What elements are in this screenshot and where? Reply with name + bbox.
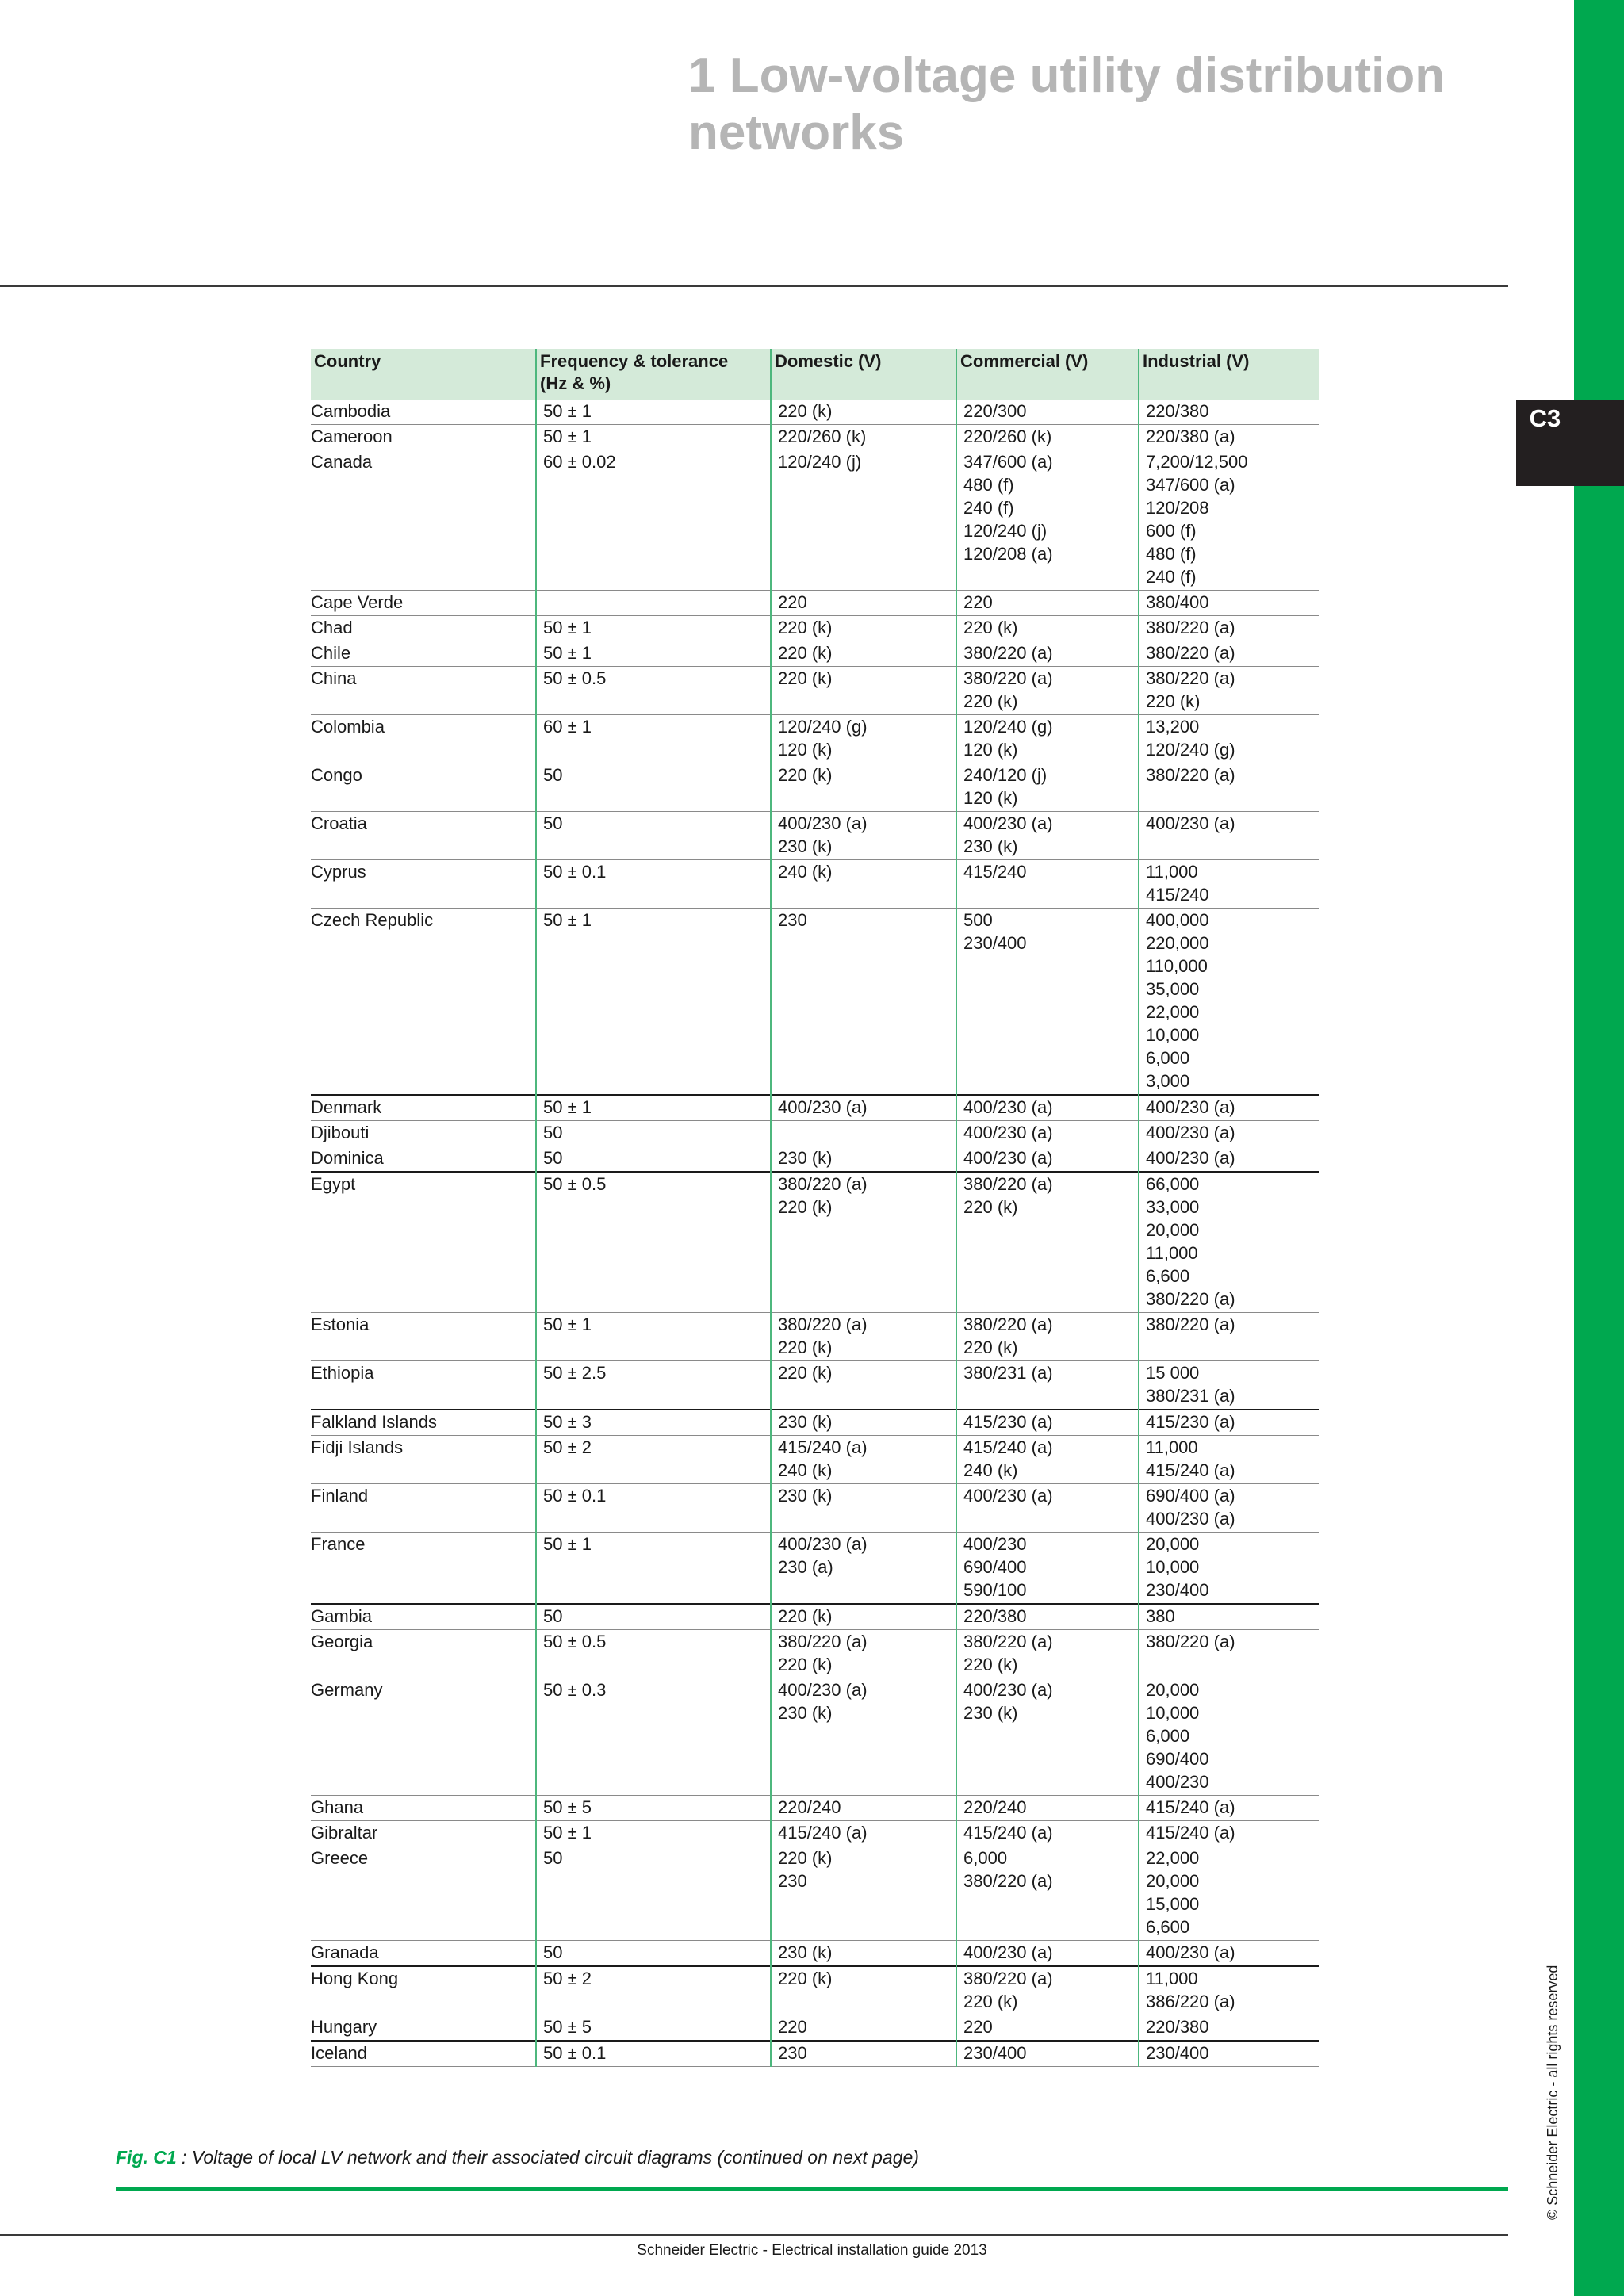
table-row xyxy=(311,812,1320,860)
cell-commercial: 400/230 (a) xyxy=(956,1095,1139,1121)
cell-commercial: 220 xyxy=(956,2015,1139,2042)
table-row xyxy=(311,1796,1320,1821)
cell-domestic: 230 xyxy=(771,909,956,1096)
cell-country: Egypt xyxy=(311,1172,536,1313)
cell-domestic: 120/240 (j) xyxy=(771,450,956,591)
chapter-tab-label: C3 xyxy=(1529,404,1561,432)
cell-frequency: 50 xyxy=(536,763,771,812)
cell-commercial: 220 xyxy=(956,591,1139,616)
cell-frequency: 60 ± 0.02 xyxy=(536,450,771,591)
cell-domestic: 120/240 (g) 120 (k) xyxy=(771,715,956,763)
cell-country: Chile xyxy=(311,641,536,667)
cell-commercial: 220/300 xyxy=(956,400,1139,425)
cell-frequency: 50 ± 2.5 xyxy=(536,1361,771,1410)
table-row xyxy=(311,1678,1320,1796)
cell-frequency xyxy=(536,591,771,616)
cell-frequency: 50 xyxy=(536,1121,771,1146)
cell-country: Denmark xyxy=(311,1095,536,1121)
copyright-notice: © Schneider Electric - all rights reserved xyxy=(1545,1965,1561,2220)
cell-country: Falkland Islands xyxy=(311,1410,536,1436)
cell-commercial: 220/240 xyxy=(956,1796,1139,1821)
cell-domestic: 400/230 (a) 230 (k) xyxy=(771,1678,956,1796)
cell-frequency: 50 ± 0.1 xyxy=(536,1484,771,1533)
cell-frequency: 50 ± 1 xyxy=(536,1095,771,1121)
cell-commercial: 380/220 (a) 220 (k) xyxy=(956,1966,1139,2015)
cell-industrial: 20,000 10,000 6,000 690/400 400/230 xyxy=(1139,1678,1320,1796)
side-green-bar xyxy=(1574,0,1624,2296)
table-row xyxy=(311,1095,1320,1121)
cell-country: Hong Kong xyxy=(311,1966,536,2015)
table-row xyxy=(311,1121,1320,1146)
cell-commercial: 380/231 (a) xyxy=(956,1361,1139,1410)
cell-frequency: 50 ± 0.5 xyxy=(536,1172,771,1313)
cell-industrial: 220/380 xyxy=(1139,400,1320,425)
cell-country: Estonia xyxy=(311,1313,536,1361)
cell-country: Djibouti xyxy=(311,1121,536,1146)
header-divider xyxy=(0,285,1508,287)
cell-industrial: 380/220 (a) xyxy=(1139,1313,1320,1361)
cell-commercial: 400/230 (a) xyxy=(956,1121,1139,1146)
cell-industrial: 380/220 (a) 220 (k) xyxy=(1139,667,1320,715)
cell-commercial: 380/220 (a) 220 (k) xyxy=(956,1172,1139,1313)
cell-commercial: 220/260 (k) xyxy=(956,425,1139,450)
table-row xyxy=(311,450,1320,591)
table-row xyxy=(311,1313,1320,1361)
cell-domestic: 220 xyxy=(771,591,956,616)
cell-country: Congo xyxy=(311,763,536,812)
cell-domestic: 220 (k) xyxy=(771,1966,956,2015)
chapter-tab xyxy=(1516,400,1624,486)
cell-commercial: 400/230 690/400 590/100 xyxy=(956,1533,1139,1605)
cell-domestic: 220 (k) xyxy=(771,400,956,425)
cell-country: Colombia xyxy=(311,715,536,763)
table-row xyxy=(311,1533,1320,1605)
cell-frequency: 50 ± 1 xyxy=(536,425,771,450)
cell-domestic: 230 (k) xyxy=(771,1484,956,1533)
cell-frequency: 50 xyxy=(536,1846,771,1941)
cell-frequency: 50 ± 0.1 xyxy=(536,860,771,909)
cell-commercial: 400/230 (a) xyxy=(956,1941,1139,1967)
cell-industrial: 415/230 (a) xyxy=(1139,1410,1320,1436)
page-footer: Schneider Electric - Electrical installation guide 2013 xyxy=(637,2242,987,2259)
cell-domestic: 230 (k) xyxy=(771,1941,956,1967)
cell-commercial: 500 230/400 xyxy=(956,909,1139,1096)
cell-country: Dominica xyxy=(311,1146,536,1173)
table-row xyxy=(311,715,1320,763)
cell-country: Hungary xyxy=(311,2015,536,2042)
footer-divider xyxy=(0,2234,1508,2236)
cell-industrial: 400/230 (a) xyxy=(1139,1095,1320,1121)
cell-country: Gambia xyxy=(311,1604,536,1630)
cell-frequency: 50 ± 5 xyxy=(536,2015,771,2042)
cell-domestic: 400/230 (a) 230 (k) xyxy=(771,812,956,860)
cell-country: Granada xyxy=(311,1941,536,1967)
cell-commercial: 380/220 (a) xyxy=(956,641,1139,667)
cell-frequency: 50 ± 1 xyxy=(536,616,771,641)
cell-commercial: 415/240 (a) xyxy=(956,1821,1139,1846)
cell-industrial: 13,200 120/240 (g) xyxy=(1139,715,1320,763)
cell-industrial: 400/230 (a) xyxy=(1139,1121,1320,1146)
figure-label: Fig. C1 xyxy=(116,2147,177,2168)
cell-country: Ethiopia xyxy=(311,1361,536,1410)
cell-industrial: 11,000 415/240 xyxy=(1139,860,1320,909)
cell-commercial: 230/400 xyxy=(956,2041,1139,2067)
cell-domestic: 240 (k) xyxy=(771,860,956,909)
cell-commercial: 380/220 (a) 220 (k) xyxy=(956,667,1139,715)
cell-country: Cameroon xyxy=(311,425,536,450)
cell-domestic: 220 (k) xyxy=(771,1604,956,1630)
cell-frequency: 50 ± 0.1 xyxy=(536,2041,771,2067)
col-header-country: Country xyxy=(311,349,536,400)
cell-frequency: 50 xyxy=(536,812,771,860)
table-row xyxy=(311,1436,1320,1484)
cell-frequency: 50 ± 0.3 xyxy=(536,1678,771,1796)
cell-commercial: 120/240 (g) 120 (k) xyxy=(956,715,1139,763)
cell-industrial: 11,000 415/240 (a) xyxy=(1139,1436,1320,1484)
cell-industrial: 400/230 (a) xyxy=(1139,1146,1320,1173)
cell-domestic: 220/240 xyxy=(771,1796,956,1821)
cell-frequency: 50 ± 2 xyxy=(536,1966,771,2015)
table-row xyxy=(311,1846,1320,1941)
cell-domestic: 220 (k) xyxy=(771,616,956,641)
col-header-industrial: Industrial (V) xyxy=(1139,349,1320,400)
cell-industrial: 380/220 (a) xyxy=(1139,763,1320,812)
cell-frequency: 50 ± 5 xyxy=(536,1796,771,1821)
table-row xyxy=(311,400,1320,425)
cell-domestic: 415/240 (a) 240 (k) xyxy=(771,1436,956,1484)
cell-frequency: 50 ± 1 xyxy=(536,641,771,667)
caption-divider xyxy=(116,2187,1508,2191)
cell-country: Ghana xyxy=(311,1796,536,1821)
cell-commercial: 380/220 (a) 220 (k) xyxy=(956,1313,1139,1361)
cell-commercial: 415/240 xyxy=(956,860,1139,909)
cell-domestic: 220 (k) xyxy=(771,1361,956,1410)
table-row xyxy=(311,425,1320,450)
col-header-domestic: Domestic (V) xyxy=(771,349,956,400)
cell-domestic: 220 (k) xyxy=(771,641,956,667)
table-row xyxy=(311,616,1320,641)
table-row xyxy=(311,1146,1320,1173)
cell-country: China xyxy=(311,667,536,715)
table-row xyxy=(311,1941,1320,1967)
cell-domestic xyxy=(771,1121,956,1146)
cell-country: Iceland xyxy=(311,2041,536,2067)
table-row xyxy=(311,1821,1320,1846)
table-row xyxy=(311,1484,1320,1533)
cell-frequency: 50 ± 0.5 xyxy=(536,667,771,715)
cell-domestic: 230 xyxy=(771,2041,956,2067)
cell-frequency: 50 ± 2 xyxy=(536,1436,771,1484)
cell-country: Fidji Islands xyxy=(311,1436,536,1484)
voltage-table xyxy=(311,349,1320,2067)
table-row xyxy=(311,2015,1320,2042)
cell-industrial: 15 000 380/231 (a) xyxy=(1139,1361,1320,1410)
cell-country: Georgia xyxy=(311,1630,536,1678)
table-header-row xyxy=(311,349,1320,400)
cell-industrial: 380/220 (a) xyxy=(1139,616,1320,641)
table-row xyxy=(311,2041,1320,2067)
cell-country: France xyxy=(311,1533,536,1605)
table-row xyxy=(311,860,1320,909)
table-row xyxy=(311,667,1320,715)
cell-industrial: 230/400 xyxy=(1139,2041,1320,2067)
cell-frequency: 60 ± 1 xyxy=(536,715,771,763)
cell-domestic: 220 (k) xyxy=(771,667,956,715)
cell-industrial: 22,000 20,000 15,000 6,600 xyxy=(1139,1846,1320,1941)
figure-caption xyxy=(116,2147,919,2168)
table-row xyxy=(311,909,1320,1096)
cell-frequency: 50 xyxy=(536,1604,771,1630)
cell-commercial: 347/600 (a) 480 (f) 240 (f) 120/240 (j) 120/208 (a) xyxy=(956,450,1139,591)
cell-country: Germany xyxy=(311,1678,536,1796)
cell-commercial: 240/120 (j) 120 (k) xyxy=(956,763,1139,812)
cell-domestic: 220 (k) xyxy=(771,763,956,812)
cell-domestic: 230 (k) xyxy=(771,1146,956,1173)
table-row xyxy=(311,1630,1320,1678)
cell-domestic: 230 (k) xyxy=(771,1410,956,1436)
cell-frequency: 50 ± 1 xyxy=(536,909,771,1096)
cell-industrial: 11,000 386/220 (a) xyxy=(1139,1966,1320,2015)
cell-domestic: 415/240 (a) xyxy=(771,1821,956,1846)
table-row xyxy=(311,591,1320,616)
cell-country: Cambodia xyxy=(311,401,391,421)
cell-industrial: 400/230 (a) xyxy=(1139,812,1320,860)
cell-commercial: 6,000 380/220 (a) xyxy=(956,1846,1139,1941)
cell-country: Cape Verde xyxy=(311,591,536,616)
cell-commercial: 400/230 (a) 230 (k) xyxy=(956,812,1139,860)
cell-industrial: 415/240 (a) xyxy=(1139,1821,1320,1846)
cell-commercial: 400/230 (a) xyxy=(956,1146,1139,1173)
cell-country: Chad xyxy=(311,616,536,641)
cell-domestic: 220/260 (k) xyxy=(771,425,956,450)
cell-industrial: 380/220 (a) xyxy=(1139,641,1320,667)
table-row xyxy=(311,1172,1320,1313)
cell-industrial: 220/380 (a) xyxy=(1139,425,1320,450)
cell-country: Canada xyxy=(311,450,536,591)
cell-frequency: 50 ± 1 xyxy=(536,1533,771,1605)
cell-frequency: 50 ± 1 xyxy=(536,400,771,425)
cell-domestic: 220 xyxy=(771,2015,956,2042)
page-title: 1 Low-voltage utility distribution networks xyxy=(688,48,1446,160)
table-row xyxy=(311,1966,1320,2015)
cell-industrial: 415/240 (a) xyxy=(1139,1796,1320,1821)
table-row xyxy=(311,763,1320,812)
col-header-commercial: Commercial (V) xyxy=(956,349,1139,400)
cell-country: Finland xyxy=(311,1484,536,1533)
table-row xyxy=(311,1361,1320,1410)
cell-domestic: 380/220 (a) 220 (k) xyxy=(771,1630,956,1678)
table-row xyxy=(311,1410,1320,1436)
cell-country: Greece xyxy=(311,1846,536,1941)
cell-industrial: 66,000 33,000 20,000 11,000 6,600 380/220 (a) xyxy=(1139,1172,1320,1313)
cell-commercial: 380/220 (a) 220 (k) xyxy=(956,1630,1139,1678)
cell-frequency: 50 ± 0.5 xyxy=(536,1630,771,1678)
cell-country: Cyprus xyxy=(311,860,536,909)
cell-frequency: 50 ± 1 xyxy=(536,1313,771,1361)
figure-caption-text: : Voltage of local LV network and their associated circuit diagrams (continued on next page) xyxy=(176,2147,919,2168)
cell-commercial: 400/230 (a) xyxy=(956,1484,1139,1533)
cell-commercial: 415/240 (a) 240 (k) xyxy=(956,1436,1139,1484)
cell-commercial: 400/230 (a) 230 (k) xyxy=(956,1678,1139,1796)
cell-frequency: 50 ± 1 xyxy=(536,1821,771,1846)
cell-industrial: 220/380 xyxy=(1139,2015,1320,2042)
cell-commercial: 220/380 xyxy=(956,1604,1139,1630)
cell-industrial: 690/400 (a) 400/230 (a) xyxy=(1139,1484,1320,1533)
table-row xyxy=(311,1604,1320,1630)
cell-domestic: 380/220 (a) 220 (k) xyxy=(771,1313,956,1361)
cell-frequency: 50 xyxy=(536,1146,771,1173)
cell-domestic: 400/230 (a) 230 (a) xyxy=(771,1533,956,1605)
cell-country: Croatia xyxy=(311,812,536,860)
col-header-frequency: Frequency & tolerance (Hz & %) xyxy=(536,349,771,400)
cell-commercial: 220 (k) xyxy=(956,616,1139,641)
cell-frequency: 50 ± 3 xyxy=(536,1410,771,1436)
cell-commercial: 415/230 (a) xyxy=(956,1410,1139,1436)
cell-industrial: 380/220 (a) xyxy=(1139,1630,1320,1678)
cell-industrial: 380 xyxy=(1139,1604,1320,1630)
cell-domestic: 220 (k) 230 xyxy=(771,1846,956,1941)
cell-country: Gibraltar xyxy=(311,1821,536,1846)
cell-domestic: 400/230 (a) xyxy=(771,1095,956,1121)
cell-industrial: 20,000 10,000 230/400 xyxy=(1139,1533,1320,1605)
cell-country: Czech Republic xyxy=(311,909,536,1096)
cell-industrial: 400/230 (a) xyxy=(1139,1941,1320,1967)
cell-frequency: 50 xyxy=(536,1941,771,1967)
table-row xyxy=(311,641,1320,667)
cell-industrial: 400,000 220,000 110,000 35,000 22,000 10,000 6,000 3,000 xyxy=(1139,909,1320,1096)
cell-industrial: 7,200/12,500 347/600 (a) 120/208 600 (f) 480 (f) 240 (f) xyxy=(1139,450,1320,591)
cell-industrial: 380/400 xyxy=(1139,591,1320,616)
cell-domestic: 380/220 (a) 220 (k) xyxy=(771,1172,956,1313)
